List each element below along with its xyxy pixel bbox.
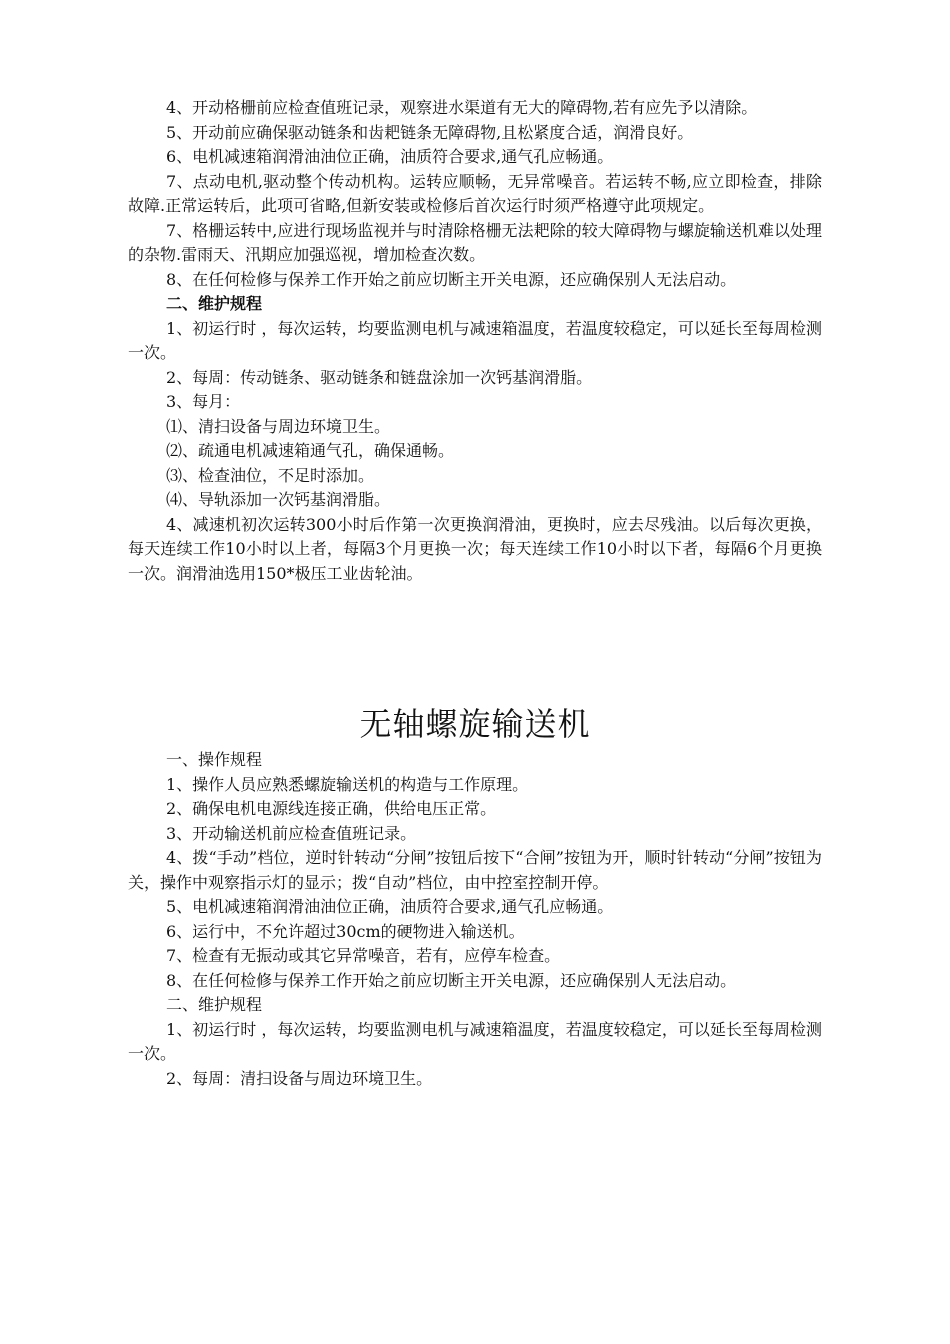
operation-item-1: 1、操作人员应熟悉螺旋输送机的构造与工作原理。 bbox=[166, 774, 529, 794]
paragraph-7a: 7、点动电机,驱动整个传动机构。运转应顺畅，无异常噪音。若运转不畅,应立即检查，排除故障.正常运转后，此项可省略,但新安装或检修后首次运行时须严格遵守此项规定。 bbox=[128, 171, 822, 215]
maintenance-sub-3: ⑶、检查油位，不足时添加。 bbox=[166, 465, 375, 485]
operation-item-4: 4、拨“手动”档位，逆时针转动“分闸”按钮后按下“合闸”按钮为开，顺时针转动“分闸”按钮为关，操作中观察指示灯的显示；拨“自动”档位，由中控室控制开停。 bbox=[128, 848, 822, 892]
maintenance-sub-4: ⑷、导轨添加一次钙基润滑脂。 bbox=[166, 490, 391, 509]
paragraph-6: 6、电机减速箱润滑油油位正确，油质符合要求,通气孔应畅通。 bbox=[166, 147, 614, 166]
maintenance-sub-2: ⑵、疏通电机减速箱通气孔，确保通畅。 bbox=[166, 441, 455, 460]
operation-heading: 一、操作规程 bbox=[166, 750, 263, 769]
maintenance-sub-1: ⑴、清扫设备与周边环境卫生。 bbox=[166, 416, 391, 436]
paragraph-4: 4、开动格栅前应检查值班记录，观察进水渠道有无大的障碍物,若有应先予以清除。 bbox=[166, 98, 758, 117]
operation-item-2: 2、确保电机电源线连接正确，供给电压正常。 bbox=[166, 799, 497, 818]
operation-item-3: 3、开动输送机前应检查值班记录。 bbox=[166, 823, 417, 843]
operation-item-5: 5、电机减速箱润滑油油位正确，油质符合要求,通气孔应畅通。 bbox=[166, 897, 614, 916]
maintenance-item-3: 3、每月： bbox=[166, 392, 241, 411]
operation-item-8: 8、在任何检修与保养工作开始之前应切断主开关电源，还应确保别人无法启动。 bbox=[166, 970, 737, 990]
document-page bbox=[128, 96, 822, 1091]
maintenance2-item-2: 2、每周：清扫设备与周边环境卫生。 bbox=[166, 1068, 433, 1088]
operation-item-6: 6、运行中，不允许超过30cm的硬物进入输送机。 bbox=[166, 921, 525, 941]
maintenance-heading-2: 二、维护规程 bbox=[166, 995, 263, 1014]
operation-item-7: 7、检查有无振动或其它异常噪音，若有，应停车检查。 bbox=[166, 946, 561, 965]
paragraph-7b: 7、格栅运转中,应进行现场监视并与时清除格栅无法耙除的较大障碍物与螺旋输送机难以处理的杂物.雷雨天、汛期应加强巡视，增加检查次数。 bbox=[128, 220, 822, 264]
section-title: 无轴螺旋输送机 bbox=[359, 705, 591, 743]
maintenance-heading: 二、维护规程 bbox=[166, 294, 263, 313]
maintenance2-item-1: 1、初运行时 ，每次运转，均要监测电机与减速箱温度，若温度较稳定，可以延长至每周检测一次。 bbox=[128, 1019, 822, 1063]
maintenance-item-4: 4、减速机初次运转300小时后作第一次更换润滑油，更换时，应去尽残油。以后每次更换，每天连续工作10小时以上者，每隔3个月更换一次；每天连续工作10小时以下者，每隔6个月更换一次。润滑油选用150*极压工业齿轮油。 bbox=[128, 514, 822, 583]
maintenance-item-1: 1、初运行时 ，每次运转，均要监测电机与减速箱温度，若温度较稳定，可以延长至每周检测一次。 bbox=[128, 318, 822, 362]
maintenance-item-2: 2、每周：传动链条、驱动链条和链盘涂加一次钙基润滑脂。 bbox=[166, 367, 593, 387]
paragraph-5: 5、开动前应确保驱动链条和齿耙链条无障碍物,且松紧度合适，润滑良好。 bbox=[166, 122, 694, 142]
paragraph-8: 8、在任何检修与保养工作开始之前应切断主开关电源，还应确保别人无法启动。 bbox=[166, 269, 737, 289]
